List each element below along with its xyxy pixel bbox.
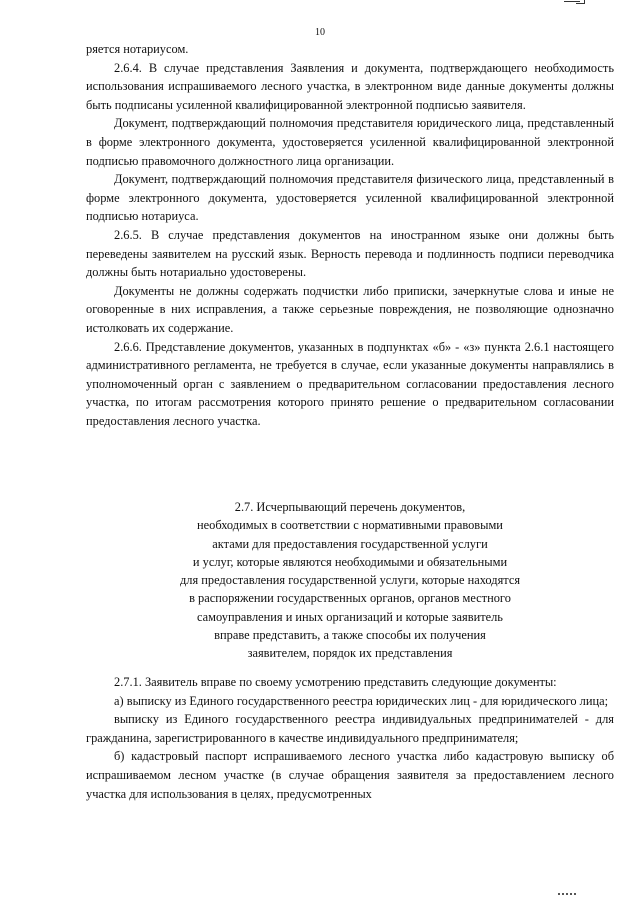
paragraph: Документы не должны содержать подчистки либо приписки, зачеркнутые слова и иные не оговоренные в них исправления, а также серьезные повреждения, не позволяющие однозначно истолковать их содержание. [86,283,614,335]
heading-line: для предоставления государственной услуги, которые находятся [179,573,521,588]
heading-line: вправе представить, а также способы их получения [214,628,486,643]
section-heading-2-7 [86,498,614,663]
paragraph: б) кадастровый паспорт испрашиваемого лесного участка либо кадастровую выписку об испрашиваемом лесном участке (в случае обращения заявителя за предоставлением лесного участка для использования в целях, предусмотренных [86,749,614,801]
heading-line: необходимых в соответствии с нормативными правовыми [197,518,503,533]
heading-line: и услуг, которые являются необходимыми и обязательными [192,554,508,569]
body-text-bottom [86,673,614,803]
page-number: 10 [315,27,325,38]
heading-line: 2.7. Исчерпывающий перечень документов, [234,500,466,514]
paragraph: а) выписку из Единого государственного реестра юридических лиц - для юридического лица; [114,693,609,708]
paragraph: 2.6.4. В случае представления Заявления и документа, подтверждающего необходимость использования испрашиваемого лесного участка, в электронном виде данные документы должны быть подписаны усиленной квалифицированной электронной подписью заявителя. [86,60,614,112]
heading-line: заявителем, порядок их представления [247,646,453,661]
paragraph: ряется нотариусом. [86,42,189,56]
heading-line: актами для предоставления государственной услуги [212,536,488,551]
body-text-top [86,40,614,430]
paragraph: Документ, подтверждающий полномочия представителя физического лица, представленный в форме электронного документа, удостоверяется усиленной квалифицированной электронной подписью нотариуса. [86,172,614,224]
paragraph: 2.6.5. В случае представления документов на иностранном языке они должны быть переведены заявителем на русский язык. Верность перевода и подлинность подписи переводчика должны быть нотариально удостоверены. [86,227,614,280]
heading-line: в распоряжении государственных органов, органов местного [189,591,511,606]
paragraph: Документ, подтверждающий полномочия представителя юридического лица, представленный в форме электронного документа, удостоверяется усиленной квалифицированной электронной подписью правомочного должностного лица организации. [86,116,614,168]
paragraph: выписку из Единого государственного реестра индивидуальных предпринимателей - для гражданина, зарегистрированного в качестве индивидуального предпринимателя; [86,712,614,745]
paragraph: 2.7.1. Заявитель вправе по своему усмотрению представить следующие документы: [114,675,557,689]
heading-line: самоуправления и иных организаций и которые заявитель [197,609,503,624]
paragraph: 2.6.6. Представление документов, указанных в подпунктах «б» - «з» пункта 2.6.1 настоящего административного регламента, не требуется в случае, если указанные документы направлялись в уполномоченный орган с заявлением о предварительном согласовании предоставления лесного участка, по итогам рассмотрения которого принято решение о предварительном согласовании предоставления лесного участка. [86,339,614,428]
scan-mark-bottom [558,893,580,897]
scan-mark-top [564,0,588,4]
